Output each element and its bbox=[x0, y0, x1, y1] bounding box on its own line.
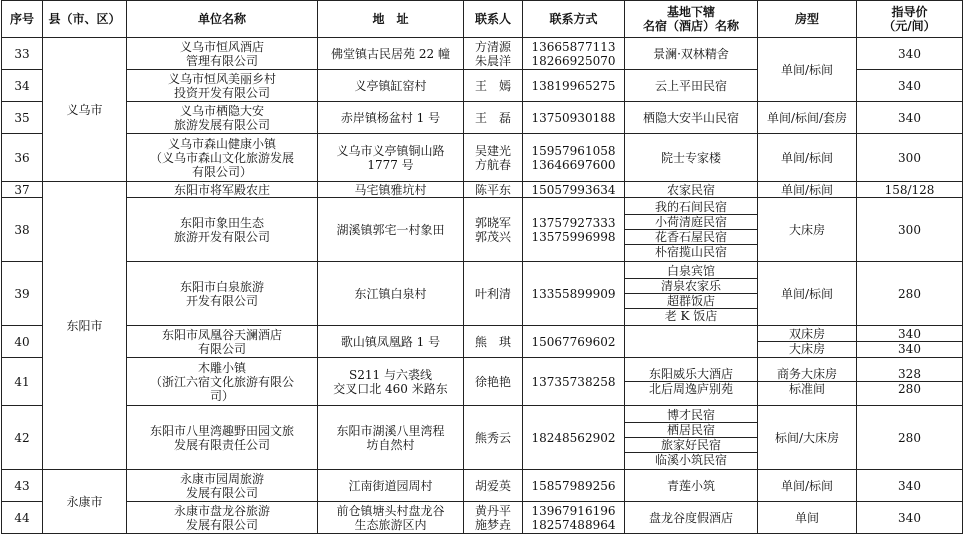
unit-name bbox=[127, 406, 318, 470]
base-names bbox=[625, 198, 758, 262]
contact-person bbox=[464, 38, 523, 70]
table-body bbox=[2, 38, 963, 534]
address-line: 交叉口北 460 米路东 bbox=[333, 381, 448, 396]
address-line: 义乌市义亭镇铜山路 bbox=[336, 143, 445, 158]
base-name: 超群饭店 bbox=[625, 294, 757, 309]
guide-price-item: 328 bbox=[857, 367, 962, 382]
phone-line: 13575996998 bbox=[531, 229, 616, 244]
row-number: 41 bbox=[2, 358, 43, 406]
header-no: 序号 bbox=[2, 1, 43, 38]
unit-name-line: 东阳市凤凰谷天澜酒店 bbox=[161, 327, 282, 342]
base-name: 东阳威乐大酒店 bbox=[625, 367, 757, 382]
row-number: 35 bbox=[2, 102, 43, 134]
base-name: 北后周逸庐别苑 bbox=[648, 382, 733, 396]
guide-price bbox=[857, 182, 963, 198]
phone-number bbox=[523, 70, 625, 102]
unit-name-line: 投资开发有限公司 bbox=[173, 85, 270, 100]
guide-price-item-stack bbox=[857, 327, 962, 356]
unit-name-line: 木雕小镇 bbox=[197, 360, 246, 375]
base-names bbox=[625, 134, 758, 182]
unit-name-line: 永康市园周旅游 bbox=[179, 471, 264, 486]
base-names bbox=[625, 262, 758, 326]
address bbox=[318, 102, 464, 134]
address bbox=[318, 326, 464, 358]
base-name: 栖隐大安半山民宿 bbox=[642, 110, 739, 125]
contact-line: 王 磊 bbox=[474, 110, 511, 125]
header-base-line: 基地下辖 bbox=[666, 5, 715, 19]
phone-line: 18248562902 bbox=[531, 430, 616, 445]
base-name-stack bbox=[625, 264, 757, 323]
contact-person bbox=[464, 470, 523, 502]
phone-line: 13819965275 bbox=[531, 78, 616, 93]
guide-price bbox=[857, 262, 963, 326]
address-line: 义亭镇缸窑村 bbox=[354, 78, 427, 93]
header-room: 房型 bbox=[758, 1, 857, 38]
contact-line: 徐艳艳 bbox=[474, 374, 511, 389]
contact-person bbox=[464, 502, 523, 534]
row-number: 44 bbox=[2, 502, 43, 534]
room-type bbox=[758, 326, 857, 358]
address bbox=[318, 262, 464, 326]
room-type-item: 双床房 bbox=[758, 327, 856, 342]
room-type: 单间/标间 bbox=[758, 470, 857, 502]
contact-person bbox=[464, 134, 523, 182]
row-number: 42 bbox=[2, 406, 43, 470]
phone-number bbox=[523, 502, 625, 534]
unit-name-line: 司） bbox=[209, 388, 234, 403]
table-row bbox=[2, 102, 963, 134]
guide-price bbox=[857, 502, 963, 534]
base-name: 盘龙谷度假酒店 bbox=[648, 510, 733, 525]
base-name: 临溪小筑民宿 bbox=[654, 453, 727, 467]
base-name: 清泉农家乐 bbox=[625, 279, 757, 294]
header-address: 地 址 bbox=[318, 1, 464, 38]
address-line: 湖溪镇郭宅一村象田 bbox=[336, 222, 445, 237]
base-name: 栖居民宿 bbox=[625, 423, 757, 438]
unit-name-line: 东阳市象田生态 bbox=[179, 215, 264, 230]
unit-name bbox=[127, 70, 318, 102]
guide-price-line: 340 bbox=[898, 510, 921, 525]
unit-name bbox=[127, 502, 318, 534]
base-name: 旅家好民宿 bbox=[625, 438, 757, 453]
table-row bbox=[2, 326, 963, 358]
contact-line: 郭晓军 bbox=[474, 215, 511, 230]
guide-price-line: 280 bbox=[898, 286, 921, 301]
header-price bbox=[857, 1, 963, 38]
unit-name-line: （义乌市森山文化旅游发展 bbox=[149, 150, 294, 165]
contact-line: 熊秀云 bbox=[474, 430, 511, 445]
phone-line: 13646697600 bbox=[531, 157, 616, 172]
phone-number bbox=[523, 326, 625, 358]
unit-name-line: 发展有限公司 bbox=[185, 517, 258, 532]
phone-line: 13757927333 bbox=[531, 215, 616, 230]
unit-name-line: 义乌市栖隐大安 bbox=[179, 103, 264, 118]
base-name-stack bbox=[625, 367, 757, 396]
table-row bbox=[2, 406, 963, 470]
unit-name-line: 义乌市恒风酒店 bbox=[179, 39, 264, 54]
county-cell: 东阳市 bbox=[43, 182, 127, 470]
base-names bbox=[625, 102, 758, 134]
room-type-item-stack bbox=[758, 367, 856, 396]
contact-line: 王 嫣 bbox=[474, 78, 511, 93]
contact-line: 施梦垚 bbox=[474, 517, 511, 532]
address bbox=[318, 198, 464, 262]
phone-line: 13665877113 bbox=[531, 39, 616, 54]
contact-person bbox=[464, 198, 523, 262]
row-number: 39 bbox=[2, 262, 43, 326]
address bbox=[318, 502, 464, 534]
guide-price bbox=[857, 198, 963, 262]
contact-line: 郭茂兴 bbox=[474, 229, 511, 244]
address-line: 歌山镇凤凰路 1 号 bbox=[340, 334, 441, 349]
header-base bbox=[625, 1, 758, 38]
guide-price-line: 340 bbox=[898, 46, 921, 61]
base-name: 农家民宿 bbox=[666, 182, 715, 197]
room-type: 单间/标间 bbox=[758, 134, 857, 182]
base-names bbox=[625, 502, 758, 534]
guide-price-line: 300 bbox=[898, 150, 921, 165]
address bbox=[318, 358, 464, 406]
guide-price-line: 280 bbox=[898, 430, 921, 445]
phone-line: 18266925070 bbox=[531, 53, 616, 68]
address bbox=[318, 470, 464, 502]
guide-price-item-stack bbox=[857, 367, 962, 396]
room-type: 单间/标间 bbox=[758, 38, 857, 102]
base-names bbox=[625, 470, 758, 502]
guide-price bbox=[857, 102, 963, 134]
guide-price-item: 340 bbox=[857, 327, 962, 342]
phone-line: 15857989256 bbox=[531, 478, 616, 493]
contact-line: 叶利清 bbox=[474, 286, 511, 301]
guide-price-line: 300 bbox=[898, 222, 921, 237]
address-line: 生态旅游区内 bbox=[354, 517, 427, 532]
phone-number bbox=[523, 470, 625, 502]
table-row bbox=[2, 134, 963, 182]
unit-name bbox=[127, 326, 318, 358]
unit-name bbox=[127, 198, 318, 262]
unit-name-line: （浙江六宿文化旅游有限公 bbox=[149, 374, 294, 389]
header-price-line: （元/间） bbox=[883, 19, 936, 33]
guide-price bbox=[857, 470, 963, 502]
room-type: 标间/大床房 bbox=[758, 406, 857, 470]
address-line: 前仓镇塘头村盘龙谷 bbox=[336, 503, 445, 518]
unit-name bbox=[127, 358, 318, 406]
contact-person bbox=[464, 70, 523, 102]
unit-name-line: 发展有限公司 bbox=[185, 485, 258, 500]
room-type: 大床房 bbox=[758, 198, 857, 262]
guide-price-item: 340 bbox=[898, 342, 921, 356]
contact-person bbox=[464, 262, 523, 326]
row-number: 43 bbox=[2, 470, 43, 502]
phone-number bbox=[523, 262, 625, 326]
header-county: 县（市、区） bbox=[43, 1, 127, 38]
unit-name-line: 有限公司） bbox=[191, 164, 252, 179]
table-row bbox=[2, 470, 963, 502]
unit-name-line: 旅游开发有限公司 bbox=[173, 229, 270, 244]
contact-line: 吴建光 bbox=[474, 143, 511, 158]
row-number: 34 bbox=[2, 70, 43, 102]
guide-price bbox=[857, 70, 963, 102]
unit-name-line: 东阳市白泉旅游 bbox=[179, 279, 264, 294]
guide-price bbox=[857, 406, 963, 470]
contact-line: 方清源 bbox=[474, 39, 511, 54]
unit-name-line: 有限公司 bbox=[197, 341, 246, 356]
header-phone: 联系方式 bbox=[523, 1, 625, 38]
contact-line: 胡爱英 bbox=[474, 478, 511, 493]
phone-number bbox=[523, 406, 625, 470]
phone-number bbox=[523, 134, 625, 182]
base-name: 博才民宿 bbox=[625, 408, 757, 423]
unit-name-line: 管理有限公司 bbox=[185, 53, 258, 68]
header-contact: 联系人 bbox=[464, 1, 523, 38]
phone-number bbox=[523, 102, 625, 134]
unit-name bbox=[127, 470, 318, 502]
contact-line: 黄丹平 bbox=[474, 503, 511, 518]
room-type-item: 大床房 bbox=[788, 342, 825, 356]
header-base-line: 名宿（酒店）名称 bbox=[642, 19, 739, 33]
guide-price bbox=[857, 358, 963, 406]
room-type-item: 商务大床房 bbox=[758, 367, 856, 382]
county-cell: 义乌市 bbox=[43, 38, 127, 182]
room-type: 单间/标间 bbox=[758, 182, 857, 198]
unit-name bbox=[127, 102, 318, 134]
phone-line: 15957961058 bbox=[531, 143, 616, 158]
row-number: 38 bbox=[2, 198, 43, 262]
unit-name bbox=[127, 262, 318, 326]
phone-number bbox=[523, 182, 625, 198]
unit-name-line: 东阳市八里湾趣野田园文旅 bbox=[149, 423, 294, 438]
base-names bbox=[625, 182, 758, 198]
contact-person bbox=[464, 102, 523, 134]
phone-line: 15067769602 bbox=[531, 334, 616, 349]
phone-line: 13735738258 bbox=[531, 374, 616, 389]
county-cell: 永康市 bbox=[43, 470, 127, 534]
address-line: 马宅镇雅坑村 bbox=[354, 182, 427, 197]
unit-name bbox=[127, 182, 318, 198]
phone-number bbox=[523, 38, 625, 70]
table-row bbox=[2, 358, 963, 406]
row-number: 36 bbox=[2, 134, 43, 182]
unit-name bbox=[127, 134, 318, 182]
unit-name-line: 开发有限公司 bbox=[185, 293, 258, 308]
guide-price-line: 340 bbox=[898, 78, 921, 93]
address-line: 1777 号 bbox=[367, 157, 414, 172]
row-number: 40 bbox=[2, 326, 43, 358]
header-unit: 单位名称 bbox=[127, 1, 318, 38]
guide-price-item: 280 bbox=[898, 382, 921, 396]
unit-name-line: 发展有限责任公司 bbox=[173, 437, 270, 452]
base-name: 我的石间民宿 bbox=[625, 200, 757, 215]
hotel-table bbox=[1, 0, 963, 534]
unit-name bbox=[127, 38, 318, 70]
contact-person bbox=[464, 326, 523, 358]
base-names bbox=[625, 358, 758, 406]
unit-name-line: 东阳市将军殿农庄 bbox=[173, 182, 270, 197]
room-type bbox=[758, 358, 857, 406]
address-line: 坊自然村 bbox=[366, 437, 415, 452]
room-type: 单间 bbox=[758, 502, 857, 534]
phone-line: 13750930188 bbox=[531, 110, 616, 125]
base-name: 青莲小筑 bbox=[666, 478, 715, 493]
base-names bbox=[625, 326, 758, 358]
address bbox=[318, 182, 464, 198]
base-names bbox=[625, 70, 758, 102]
contact-line: 朱晨洋 bbox=[474, 53, 511, 68]
contact-person bbox=[464, 358, 523, 406]
row-number: 37 bbox=[2, 182, 43, 198]
table-row bbox=[2, 262, 963, 326]
address-line: 东阳市湖溪八里湾程 bbox=[336, 423, 445, 438]
guide-price bbox=[857, 38, 963, 70]
guide-price bbox=[857, 134, 963, 182]
phone-line: 18257488964 bbox=[531, 517, 616, 532]
base-name: 院士专家楼 bbox=[660, 150, 721, 165]
address bbox=[318, 406, 464, 470]
unit-name-line: 旅游发展有限公司 bbox=[173, 117, 270, 132]
base-name: 景澜·双林精舍 bbox=[653, 46, 729, 61]
header-price-line: 指导价 bbox=[891, 5, 928, 19]
table-row bbox=[2, 38, 963, 70]
address-line: 东江镇白泉村 bbox=[354, 286, 427, 301]
guide-price-line: 340 bbox=[898, 110, 921, 125]
base-name: 云上平田民宿 bbox=[654, 78, 727, 93]
unit-name-line: 义乌市恒风美丽乡村 bbox=[167, 71, 276, 86]
address bbox=[318, 38, 464, 70]
room-type-item-stack bbox=[758, 327, 856, 356]
phone-line: 13355899909 bbox=[531, 286, 616, 301]
phone-line: 13967916196 bbox=[531, 503, 616, 518]
contact-line: 熊 琪 bbox=[474, 334, 511, 349]
room-type-item: 标准间 bbox=[788, 382, 825, 396]
phone-number bbox=[523, 358, 625, 406]
base-names bbox=[625, 38, 758, 70]
base-name: 花香石屋民宿 bbox=[625, 230, 757, 245]
phone-line: 15057993634 bbox=[531, 182, 616, 197]
base-name-stack bbox=[625, 200, 757, 259]
base-name-stack bbox=[625, 408, 757, 467]
address-line: 佛堂镇古民居苑 22 幢 bbox=[331, 46, 450, 61]
table-row bbox=[2, 182, 963, 198]
header-row bbox=[2, 1, 963, 38]
guide-price-line: 158/128 bbox=[884, 182, 935, 197]
table-row bbox=[2, 502, 963, 534]
guide-price bbox=[857, 326, 963, 358]
address bbox=[318, 70, 464, 102]
base-name: 小荷清庭民宿 bbox=[625, 215, 757, 230]
address bbox=[318, 134, 464, 182]
contact-person bbox=[464, 406, 523, 470]
row-number: 33 bbox=[2, 38, 43, 70]
base-names bbox=[625, 406, 758, 470]
contact-person bbox=[464, 182, 523, 198]
phone-number bbox=[523, 198, 625, 262]
guide-price-line: 340 bbox=[898, 478, 921, 493]
table-row bbox=[2, 198, 963, 262]
unit-name-line: 义乌市森山健康小镇 bbox=[167, 136, 276, 151]
base-name: 白泉宾馆 bbox=[625, 264, 757, 279]
address-line: 赤岸镇杨盆村 1 号 bbox=[340, 110, 441, 125]
room-type: 单间/标间 bbox=[758, 262, 857, 326]
unit-name-line: 永康市盘龙谷旅游 bbox=[173, 503, 270, 518]
base-name: 朴宿揽山民宿 bbox=[654, 245, 727, 259]
contact-line: 方航春 bbox=[474, 157, 511, 172]
room-type: 单间/标间/套房 bbox=[758, 102, 857, 134]
address-line: 江南街道园周村 bbox=[348, 478, 433, 493]
address-line: S211 与六裘线 bbox=[349, 367, 432, 382]
contact-line: 陈平东 bbox=[474, 182, 511, 197]
base-name: 老 K 饭店 bbox=[664, 309, 718, 323]
